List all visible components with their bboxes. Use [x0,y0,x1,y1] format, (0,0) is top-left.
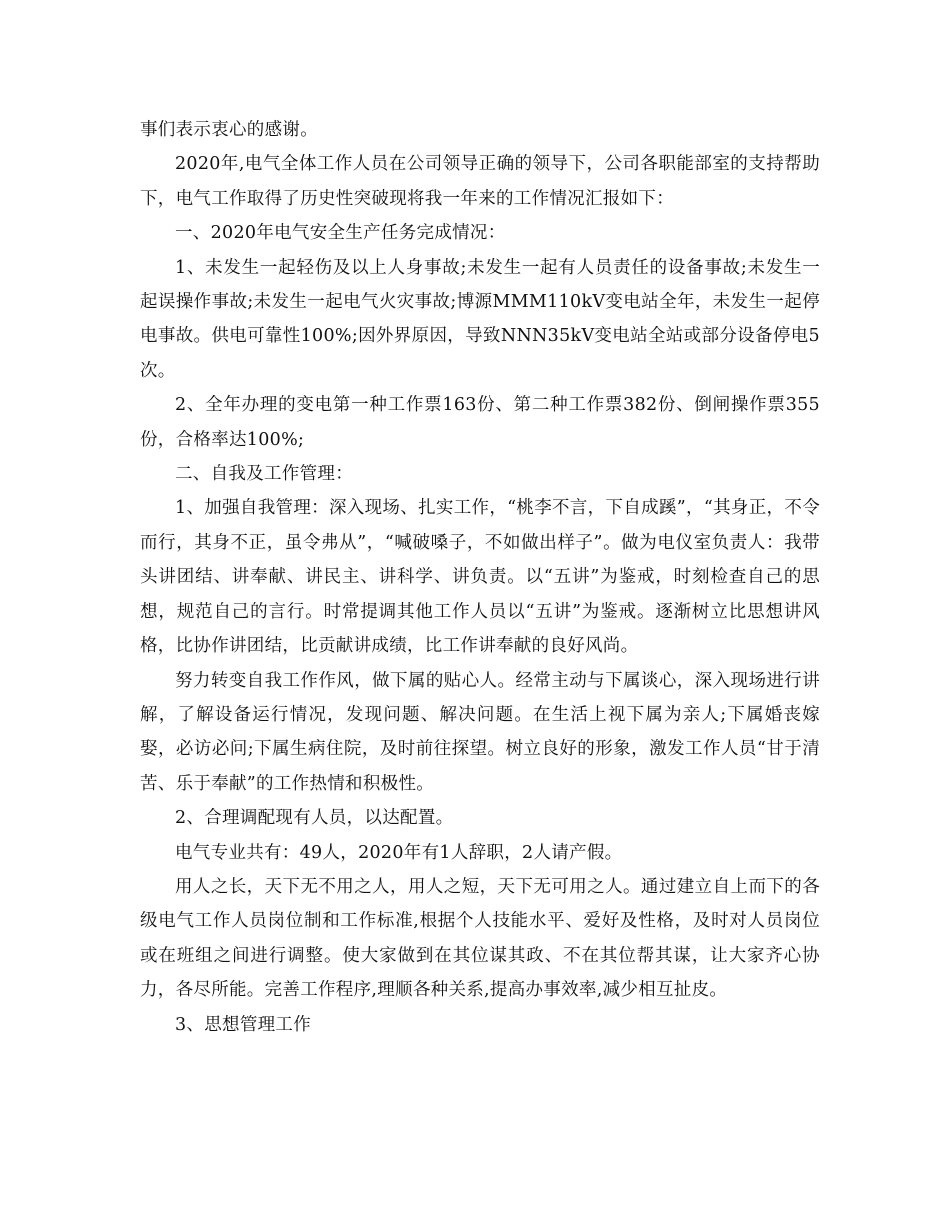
document-body [140,113,820,1042]
subsection-heading: 2、合理调配现有人员，以达配置。 [175,808,454,829]
section-heading: 一、2020年电气安全生产任务完成情况： [175,223,506,244]
paragraph: 1、加强自我管理：深入现场、扎实工作，“桃李不言，下自成蹊”，“其身正，不令而行，其身不正，虽令弗从”，“喊破嗓子，不如做出样子”。做为电仪室负责人：我带头讲团结、讲奉献、讲民主、讲科学、讲负责。以“五讲”为鉴戒，时刻检查自己的思想，规范自己的言行。时常提调其他工作人员以“五讲”为鉴戒。逐渐树立比思想讲风格，比协作讲团结，比贡献讲成绩，比工作讲奉献的良好风尚。 [140,498,820,657]
subsection-heading: 3、思想管理工作 [175,1014,312,1035]
paragraph: 用人之长，天下无不用之人，用人之短，天下无可用之人。通过建立自上而下的各级电气工作人员岗位制和工作标准,根据个人技能水平、爱好及性格，及时对人员岗位或在班组之间进行调整。使大家做到在其位谋其政、不在其位帮其谋，让大家齐心协力，各尽所能。完善工作程序,理顺各种关系,提高办事效率,减少相互扯皮。 [140,876,820,1001]
paragraph: 努力转变自我工作作风，做下属的贴心人。经常主动与下属谈心，深入现场进行讲解，了解设备运行情况，发现问题、解决问题。在生活上视下属为亲人;下属婚丧嫁娶，必访必问;下属生病住院，及时前往探望。树立良好的形象，激发工作人员“甘于清苦、乐于奉献”的工作热情和积极性。 [140,670,820,794]
paragraph: 2、全年办理的变电第一种工作票163份、第二种工作票382份、倒闸操作票355份，合格率达100%; [140,395,820,450]
paragraph: 事们表示衷心的感谢。 [140,120,318,140]
section-heading: 二、自我及工作管理： [175,464,353,485]
paragraph: 1、未发生一起轻伤及以上人身事故;未发生一起有人员责任的设备事故;未发生一起误操作事故;未发生一起电气火灾事故;博源MMM110kV变电站全年，未发生一起停电事故。供电可靠性100%;因外界原因，导致NNN35kV变电站全站或部分设备停电5次。 [140,257,820,381]
paragraph: 电气专业共有：49人，2020年有1人辞职，2人请产假。 [175,842,623,863]
paragraph: 2020年,电气全体工作人员在公司领导正确的领导下，公司各职能部室的支持帮助下，电气工作取得了历史性突破现将我一年来的工作情况汇报如下： [140,154,820,209]
